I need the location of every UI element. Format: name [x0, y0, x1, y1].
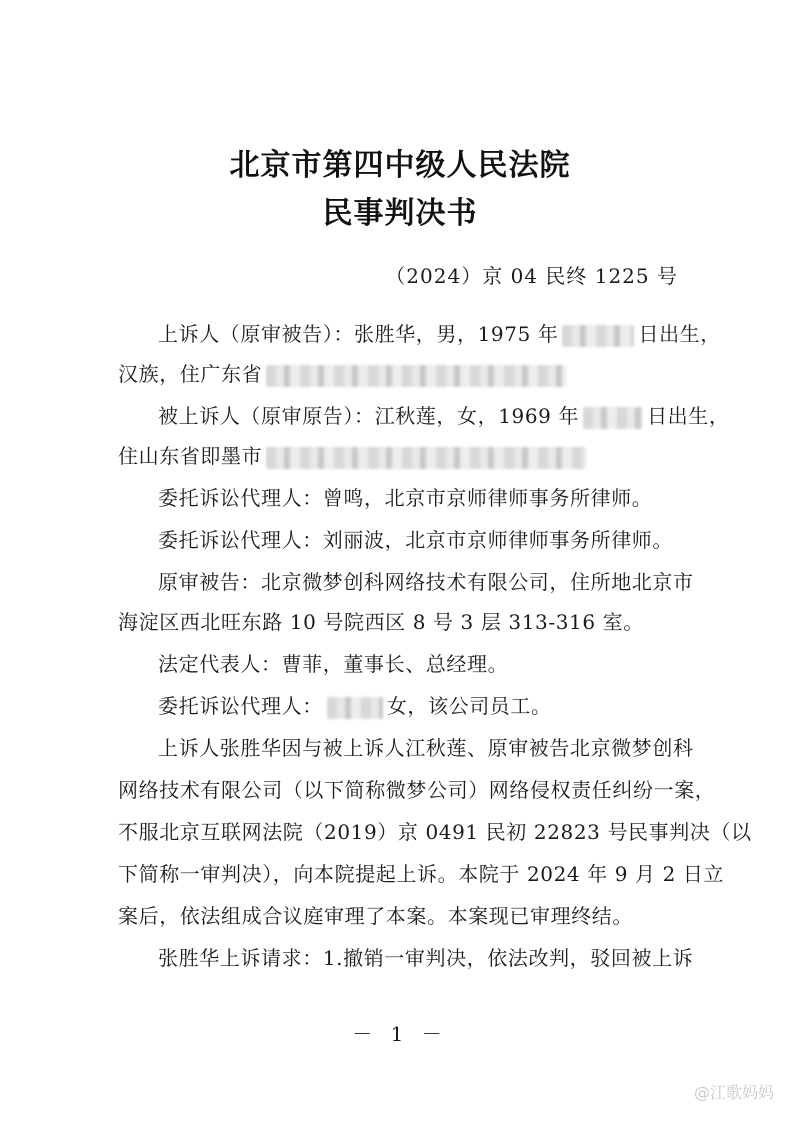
text-segment: 委托诉讼代理人：刘丽波，北京市京师律师事务所律师。	[158, 528, 673, 552]
text-segment: 下简称一审判决），向本院提起上诉。本院于 2024 年 9 月 2 日立	[118, 862, 725, 886]
redacted-address	[266, 447, 586, 469]
body-line	[118, 440, 590, 469]
text-segment: 汉族，住广东省	[118, 362, 263, 386]
text-segment: 网络技术有限公司（以下简称微梦公司）网络侵权责任纠纷一案，	[118, 778, 716, 802]
document-type-title: 民事判决书	[322, 196, 478, 231]
text-segment: 张胜华上诉请求：1.撤销一审判决，依法改判，驳回被上诉	[158, 946, 694, 970]
text-segment: 日出生，	[638, 322, 721, 346]
text-segment: 案后，依法组成合议庭审理了本案。本案现已审理终结。	[118, 904, 633, 928]
body-line	[118, 774, 715, 803]
text-segment: 日出生，	[647, 404, 730, 428]
court-title: 北京市第四中级人民法院	[229, 148, 571, 183]
redacted-address	[266, 365, 566, 387]
body-line	[158, 648, 508, 677]
text-segment: 上诉人（原审被告）：张胜华，男，1975 年	[158, 322, 559, 346]
text-segment: 原审被告：北京微梦创科网络技术有限公司，住所地北京市	[158, 570, 694, 594]
body-line	[158, 942, 693, 971]
body-line	[158, 524, 673, 553]
body-line	[118, 900, 633, 929]
body-line	[118, 358, 570, 387]
text-segment: 住山东省即墨市	[118, 444, 263, 468]
body-line	[118, 858, 724, 887]
body-line	[158, 566, 694, 595]
body-line	[118, 816, 752, 845]
body-line	[158, 400, 729, 429]
text-segment: 法定代表人：曹菲，董事长、总经理。	[158, 652, 509, 676]
text-segment: 被上诉人（原审原告）：江秋莲，女，1969 年	[158, 404, 580, 428]
page-number: － 1 －	[352, 1022, 448, 1046]
watermark: @江歌妈妈	[693, 1083, 774, 1102]
text-segment: 女，该公司员工。	[386, 694, 552, 718]
text-segment: 不服北京互联网法院（2019）京 0491 民初 22823 号民事判决（以	[118, 820, 752, 844]
text-segment: 海淀区西北旺东路 10 号院西区 8 号 3 层 313-316 室。	[118, 610, 644, 634]
text-segment: 上诉人张胜华因与被上诉人江秋莲、原审被告北京微梦创科	[158, 736, 694, 760]
body-line	[158, 690, 552, 719]
body-line	[158, 318, 721, 347]
body-line	[158, 482, 652, 511]
redacted-date	[583, 407, 643, 429]
text-segment: 委托诉讼代理人：	[158, 694, 323, 718]
text-segment: 委托诉讼代理人：曾鸣，北京市京师律师事务所律师。	[158, 486, 653, 510]
redacted-date	[562, 325, 634, 347]
body-line	[118, 606, 644, 635]
body-line	[158, 732, 694, 761]
case-number: （2024）京 04 民终 1225 号	[385, 264, 678, 288]
redacted-name	[327, 697, 383, 719]
